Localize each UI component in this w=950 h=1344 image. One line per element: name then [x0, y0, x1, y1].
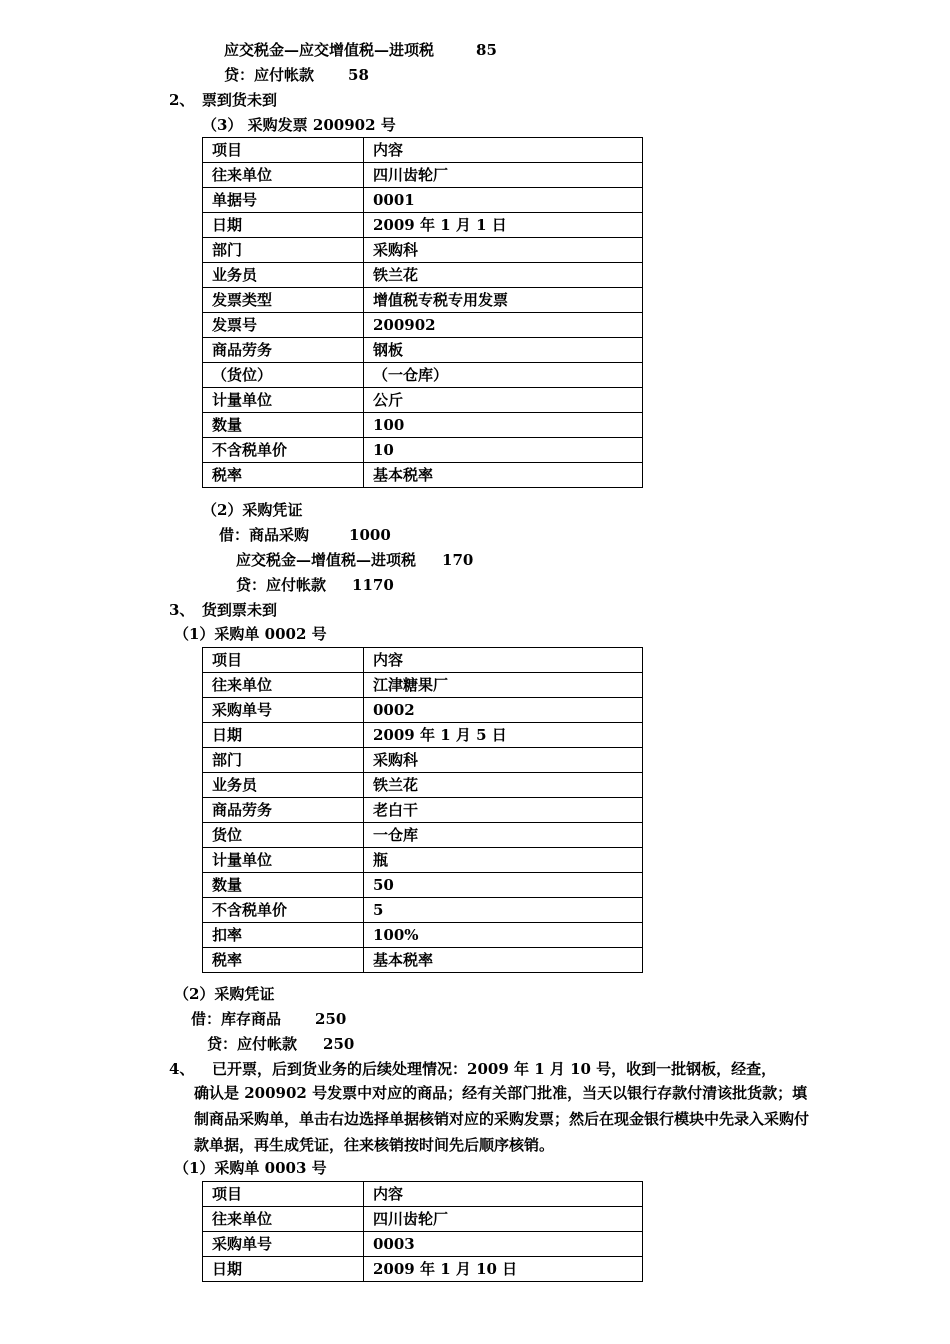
- table-row: [203, 163, 643, 188]
- section-4-number: 4、: [169, 1060, 195, 1078]
- section-2-heading: 2、 票到货未到: [169, 91, 277, 109]
- item-cell: 往来单位: [203, 1207, 364, 1232]
- item-cell: 日期: [203, 723, 364, 748]
- item-cell: 货位: [203, 823, 364, 848]
- table-row: [203, 723, 643, 748]
- table-row: [203, 948, 643, 973]
- item-cell: （货位）: [203, 363, 364, 388]
- section-3-voucher-heading: （2）采购凭证: [174, 985, 275, 1003]
- section-3-subheading: （1）采购单 0002 号: [174, 625, 327, 643]
- section-4-paragraph: 确认是 200902 号发票中对应的商品；经有关部门批准，当天以银行存款付清该批货款；填制商品采购单，单击右边选择单据核销对应的采购发票；然后在现金银行模块中先录入采购付款单据，再生成凭证，往来核销按时间先后顺序核销。: [194, 1084, 810, 1154]
- table-row: [203, 1232, 643, 1257]
- item-cell: 项目: [203, 648, 364, 673]
- entry-credit-line: [224, 65, 369, 85]
- item-cell: 数量: [203, 413, 364, 438]
- entry-amount: 85: [476, 41, 497, 59]
- content-cell: 铁兰花: [364, 263, 643, 288]
- item-cell: 商品劳务: [203, 338, 364, 363]
- voucher-label: 应交税金—增值税—进项税: [236, 551, 417, 569]
- voucher-amount: 170: [442, 551, 474, 569]
- item-cell: 数量: [203, 873, 364, 898]
- content-cell: 内容: [364, 648, 643, 673]
- voucher-line: [207, 1034, 354, 1054]
- content-cell: 200902: [364, 313, 643, 338]
- content-cell: （一仓库）: [364, 363, 643, 388]
- section-3-heading: 3、 货到票未到: [169, 601, 277, 619]
- table-row: [203, 773, 643, 798]
- table-row: [203, 188, 643, 213]
- item-cell: 往来单位: [203, 673, 364, 698]
- item-cell: 商品劳务: [203, 798, 364, 823]
- entry-tax-line: [224, 40, 497, 60]
- content-cell: 钢板: [364, 338, 643, 363]
- table-row: [203, 798, 643, 823]
- item-cell: 项目: [203, 1182, 364, 1207]
- item-cell: 单据号: [203, 188, 364, 213]
- table-row: [203, 363, 643, 388]
- content-cell: 采购科: [364, 238, 643, 263]
- voucher-amount: 1170: [352, 576, 394, 594]
- item-cell: 采购单号: [203, 1232, 364, 1257]
- voucher-label: 贷：应付帐款: [236, 576, 327, 594]
- table-row: [203, 213, 643, 238]
- table-row: [203, 313, 643, 338]
- item-cell: 日期: [203, 213, 364, 238]
- voucher-line: [236, 575, 394, 595]
- table-header-row: [203, 1182, 643, 1207]
- content-cell: 0003: [364, 1232, 643, 1257]
- content-cell: 10: [364, 438, 643, 463]
- table-row: [203, 923, 643, 948]
- table-row: [203, 1207, 643, 1232]
- content-cell: 100%: [364, 923, 643, 948]
- item-cell: 税率: [203, 948, 364, 973]
- section-4-paragraph-first: 已开票，后到货业务的后续处理情况：2009 年 1 月 10 号，收到一批钢板，经查，: [212, 1060, 777, 1078]
- table-row: [203, 898, 643, 923]
- item-cell: 不含税单价: [203, 438, 364, 463]
- content-cell: 基本税率: [364, 463, 643, 488]
- content-cell: 100: [364, 413, 643, 438]
- content-cell: 铁兰花: [364, 773, 643, 798]
- voucher-line: [191, 1009, 346, 1029]
- table-row: [203, 288, 643, 313]
- content-cell: 一仓库: [364, 823, 643, 848]
- table-row: [203, 848, 643, 873]
- item-cell: 计量单位: [203, 388, 364, 413]
- purchase-order-table: [202, 647, 643, 973]
- item-cell: 税率: [203, 463, 364, 488]
- table-header-row: [203, 138, 643, 163]
- purchase-order-table: [202, 1181, 643, 1282]
- content-cell: 采购科: [364, 748, 643, 773]
- item-cell: 项目: [203, 138, 364, 163]
- item-cell: 业务员: [203, 263, 364, 288]
- table-row: [203, 748, 643, 773]
- item-cell: 计量单位: [203, 848, 364, 873]
- voucher-amount: 250: [323, 1035, 355, 1053]
- content-cell: 内容: [364, 1182, 643, 1207]
- content-cell: 2009 年 1 月 10 日: [364, 1257, 643, 1282]
- voucher-amount: 1000: [349, 526, 391, 544]
- item-cell: 日期: [203, 1257, 364, 1282]
- content-cell: 2009 年 1 月 1 日: [364, 213, 643, 238]
- item-cell: 往来单位: [203, 163, 364, 188]
- voucher-amount: 250: [315, 1010, 347, 1028]
- voucher-label: 借：库存商品: [191, 1010, 282, 1028]
- content-cell: 老白干: [364, 798, 643, 823]
- table-row: [203, 413, 643, 438]
- table-row: [203, 698, 643, 723]
- content-cell: 2009 年 1 月 5 日: [364, 723, 643, 748]
- table-row: [203, 673, 643, 698]
- content-cell: 0002: [364, 698, 643, 723]
- table-row: [203, 873, 643, 898]
- item-cell: 部门: [203, 238, 364, 263]
- section-2-subheading: （3） 采购发票 200902 号: [202, 116, 396, 134]
- table-row: [203, 438, 643, 463]
- item-cell: 部门: [203, 748, 364, 773]
- table-row: [203, 463, 643, 488]
- content-cell: 四川齿轮厂: [364, 1207, 643, 1232]
- section-4-subheading: （1）采购单 0003 号: [174, 1159, 327, 1177]
- voucher-label: 贷：应付帐款: [207, 1035, 298, 1053]
- content-cell: 增值税专税专用发票: [364, 288, 643, 313]
- content-cell: 四川齿轮厂: [364, 163, 643, 188]
- item-cell: 采购单号: [203, 698, 364, 723]
- table-row: [203, 823, 643, 848]
- content-cell: 5: [364, 898, 643, 923]
- voucher-line: [219, 525, 391, 545]
- item-cell: 发票号: [203, 313, 364, 338]
- content-cell: 江津糖果厂: [364, 673, 643, 698]
- voucher-label: 借：商品采购: [219, 526, 310, 544]
- content-cell: 0001: [364, 188, 643, 213]
- item-cell: 扣率: [203, 923, 364, 948]
- content-cell: 基本税率: [364, 948, 643, 973]
- item-cell: 发票类型: [203, 288, 364, 313]
- table-row: [203, 238, 643, 263]
- table-row: [203, 1257, 643, 1282]
- table-row: [203, 388, 643, 413]
- content-cell: 公斤: [364, 388, 643, 413]
- table-row: [203, 338, 643, 363]
- entry-label: 贷：应付帐款: [224, 66, 315, 84]
- item-cell: 不含税单价: [203, 898, 364, 923]
- content-cell: 内容: [364, 138, 643, 163]
- table-row: [203, 263, 643, 288]
- item-cell: 业务员: [203, 773, 364, 798]
- entry-amount: 58: [348, 66, 369, 84]
- content-cell: 瓶: [364, 848, 643, 873]
- entry-label: 应交税金—应交增值税—进项税: [224, 41, 435, 59]
- voucher-line: [236, 550, 473, 570]
- section-2-voucher-heading: （2）采购凭证: [202, 501, 303, 519]
- table-header-row: [203, 648, 643, 673]
- invoice-table: [202, 137, 643, 488]
- content-cell: 50: [364, 873, 643, 898]
